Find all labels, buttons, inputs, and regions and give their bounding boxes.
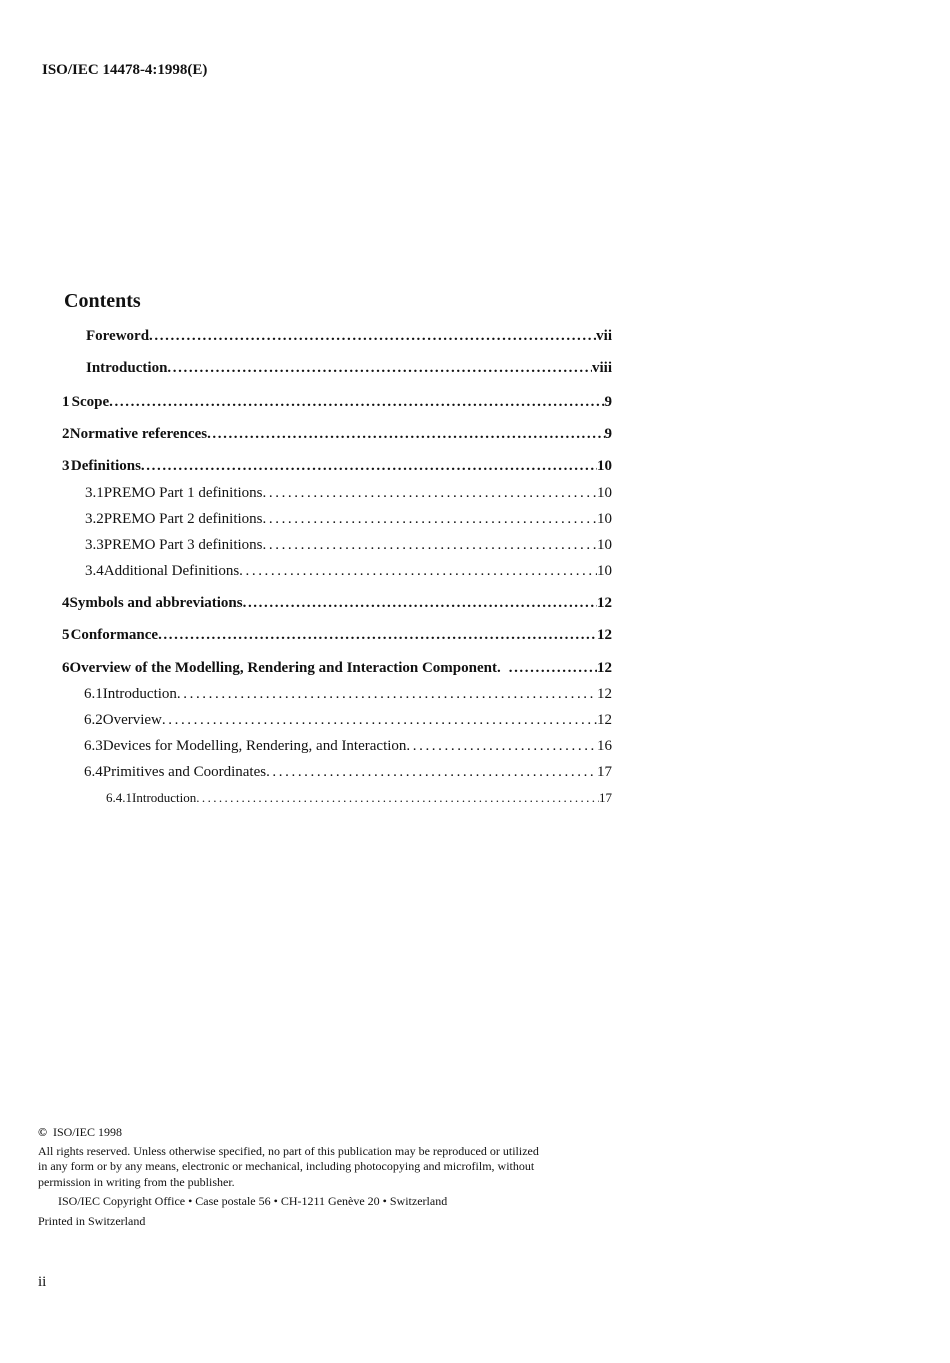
toc-number: 4: [62, 595, 70, 611]
toc-number: 3.3: [85, 537, 104, 553]
toc-entry-normative-references[interactable]: [62, 426, 612, 443]
toc-leader: [196, 790, 599, 806]
toc-number: 3.4: [85, 563, 104, 579]
toc-entry-symbols[interactable]: [62, 595, 612, 612]
toc-leader: [243, 595, 597, 612]
toc-page: 10: [597, 458, 612, 474]
toc-page: 9: [604, 426, 612, 442]
rights-line: in any form or by any means, electronic or mechanical, including photocopying and microfilm, without: [38, 1159, 535, 1173]
toc-title: Conformance: [70, 627, 159, 643]
toc-title: PREMO Part 2 definitions: [103, 511, 263, 527]
toc-page: 12: [597, 686, 612, 702]
toc-leader: [406, 738, 597, 755]
toc-leader: [207, 426, 604, 443]
toc-leader: [263, 511, 597, 528]
toc-number: 3.1: [85, 485, 104, 501]
toc-leader: [158, 627, 597, 644]
toc-entry-6-1[interactable]: [84, 686, 612, 703]
page-number: ii: [38, 1274, 47, 1290]
toc-number: 6.4: [84, 764, 103, 780]
document-id: ISO/IEC 14478-4:1998(E): [42, 62, 208, 78]
toc-title: Foreword: [86, 328, 150, 344]
toc-title: PREMO Part 3 definitions: [103, 537, 263, 553]
toc-leader: [239, 563, 597, 580]
toc-page: vii: [596, 328, 612, 344]
toc-leader: [509, 660, 597, 677]
toc-page: 16: [597, 738, 612, 754]
toc-page: 12: [597, 595, 612, 611]
toc-page: viii: [591, 360, 612, 376]
toc-title: Scope: [71, 394, 110, 410]
toc-title: Definitions: [70, 458, 141, 474]
toc-number: 6.1: [84, 686, 103, 702]
toc-title: Primitives and Coordinates: [102, 764, 267, 780]
rights-line: permission in writing from the publisher.: [38, 1174, 235, 1189]
toc-page: 12: [597, 712, 612, 728]
toc-number: 5: [62, 627, 70, 643]
toc-leader: [162, 712, 597, 729]
toc-entry-6-2[interactable]: [84, 712, 612, 729]
toc-number: 6.3: [84, 738, 103, 754]
toc-number: 6: [62, 660, 70, 676]
toc-entry-3-2[interactable]: [85, 511, 612, 528]
toc-page: 12: [597, 660, 612, 676]
toc-number: 1: [62, 394, 70, 410]
toc-entry-3-3[interactable]: [85, 537, 612, 554]
toc-entry-conformance[interactable]: [62, 627, 612, 644]
toc-entry-6-3[interactable]: [84, 738, 612, 755]
rights-line: All rights reserved. Unless otherwise specified, no part of this publication may be reproduced or utilized: [38, 1143, 539, 1158]
toc-title: Introduction: [86, 360, 168, 376]
toc-page: 17: [599, 790, 612, 805]
toc-number: 6.4.1: [106, 790, 132, 805]
toc-leader: [263, 485, 597, 502]
copyright-office: ISO/IEC Copyright Office • Case postale 56 • CH-1211 Genève 20 • Switzerland: [58, 1194, 448, 1208]
toc-entry-6-4[interactable]: [84, 764, 612, 781]
copyright-notice: [38, 1125, 539, 1229]
toc-title: Symbols and abbreviations: [69, 595, 243, 611]
contents-title: Contents: [64, 290, 141, 312]
toc-page: 17: [597, 764, 612, 780]
toc-entry-6-4-1[interactable]: [106, 790, 612, 806]
toc-title: Devices for Modelling, Rendering, and Interaction: [102, 738, 407, 754]
toc-entry-scope[interactable]: [62, 394, 612, 411]
printed-in: Printed in Switzerland: [38, 1213, 146, 1228]
toc-page: 10: [597, 563, 612, 579]
toc-page: 10: [597, 537, 612, 553]
toc-leader: [263, 537, 597, 554]
toc-leader: [266, 764, 597, 781]
copyright-heading: [38, 1125, 539, 1141]
toc-leader: [167, 360, 592, 377]
toc-leader: [109, 394, 604, 411]
toc-entry-3-4[interactable]: [85, 563, 612, 580]
toc-leader: [141, 458, 597, 475]
toc-page: 12: [597, 627, 612, 643]
toc-entry-overview-component[interactable]: [62, 660, 612, 677]
toc-entry-3-1[interactable]: [85, 485, 612, 502]
toc-title: Additional Definitions: [103, 563, 240, 579]
toc-leader: [177, 686, 597, 703]
toc-title: PREMO Part 1 definitions: [103, 485, 263, 501]
toc-number: 3.2: [85, 511, 104, 527]
toc-title: Introduction: [132, 790, 197, 805]
copyright-symbol: ©: [38, 1125, 47, 1139]
toc-entry-definitions[interactable]: [62, 458, 612, 475]
toc-entry-introduction[interactable]: [86, 360, 612, 377]
toc-page: 10: [597, 511, 612, 527]
toc-page: 10: [597, 485, 612, 501]
toc-title: Normative references: [69, 426, 208, 442]
toc-leader: [149, 328, 596, 345]
toc-page: 9: [604, 394, 612, 410]
toc-number: 6.2: [84, 712, 103, 728]
toc-title: Introduction: [102, 686, 177, 702]
toc-number: 3: [62, 458, 70, 474]
toc-title: Overview of the Modelling, Rendering and Interaction Component.: [69, 660, 501, 676]
toc-number: 2: [62, 426, 70, 442]
copyright-holder: ISO/IEC 1998: [52, 1125, 122, 1139]
toc-title: Overview: [102, 712, 162, 728]
toc-entry-foreword[interactable]: [86, 328, 612, 345]
